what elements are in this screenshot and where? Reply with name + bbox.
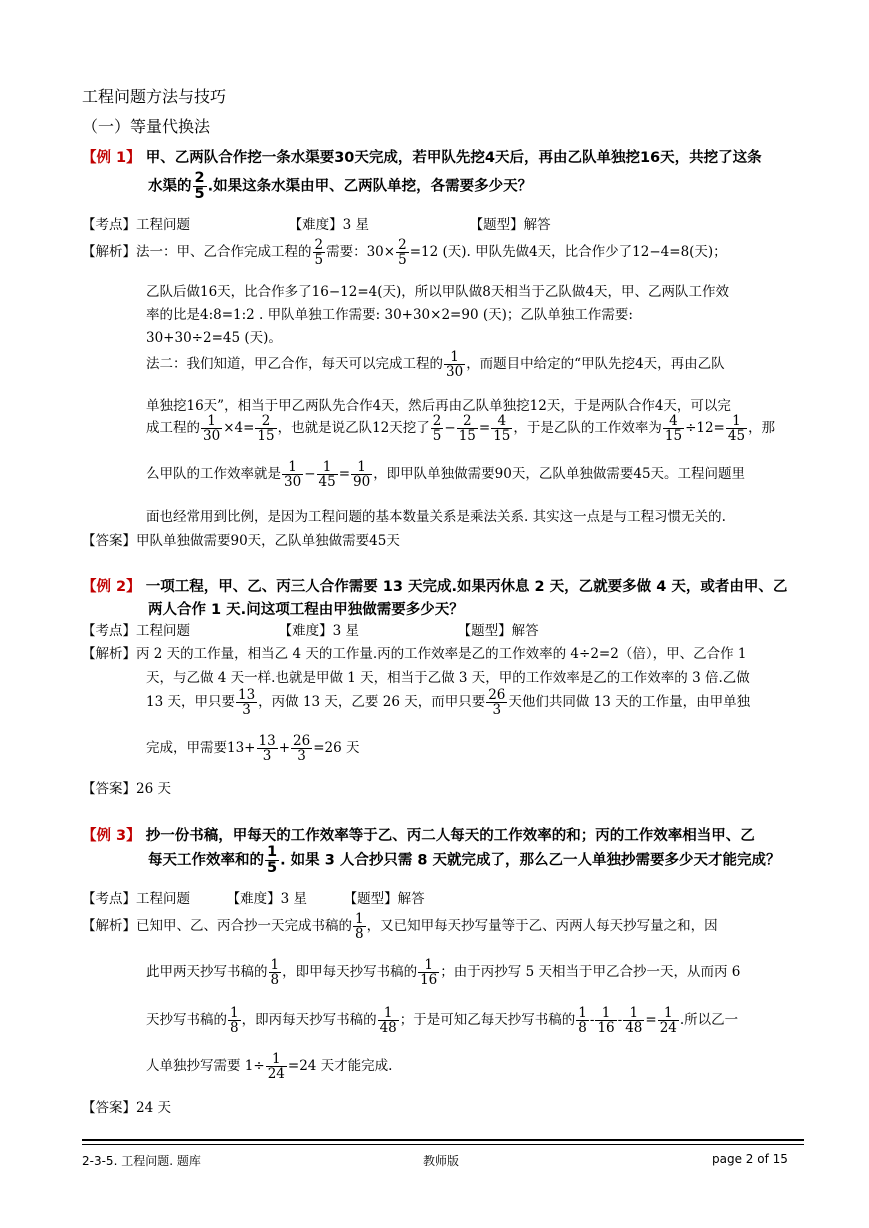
example-3-meta: 【考点】工程问题 【难度】3 星 【题型】解答 (82, 891, 425, 907)
example-3-solution-line-4: 人单独抄写需要 1÷ $\frac{1}{24}$ =24 天才能完成. (146, 1051, 393, 1083)
example-1-solution-line-2: 乙队后做16天，比合作多了16−12=4(天)，所以甲队做8天相当于乙队做4天，甲、乙两队工作效 (146, 284, 729, 300)
footer-left: 2-3-5. 工程问题. 题库 (82, 1154, 201, 1168)
example-2-question-line-1: 【例 2】 一项工程，甲、乙、丙三人合作需要 13 天完成.如果丙休息 2 天，乙就要多做 4 天，或者由甲、乙 (82, 579, 788, 595)
footer-center: 教师版 (423, 1154, 460, 1168)
example-3-solution-line-3: 天抄写书稿的 $\frac{1}{8}$ ，即丙每天抄写书稿的 $\frac{1}{48}$ ；于是可知乙每天抄写书稿的 $\frac{1}{8}$ - $\frac{1}{16}$ - $\frac{1}{48}$ = $\frac{1}{24}$ .所以乙一 (146, 1005, 739, 1037)
example-3-tag: 【例 3】 (82, 828, 141, 844)
footer-page-number: page 2 of 15 (712, 1152, 788, 1166)
example-3-answer: 【答案】24 天 (82, 1100, 171, 1116)
example-3-solution-line-2: 此甲两天抄写书稿的 $\frac{1}{8}$ ，即甲每天抄写书稿的 $\frac{1}{16}$ ；由于丙抄写 5 天相当于甲乙合抄一天，从而丙 6 (146, 957, 741, 989)
example-1-solution-line-7: 成工程的 $\frac{1}{30}$ ×4= $\frac{2}{15}$ ，也就是说乙队12天挖了 $\frac{2}{5}$ − $\frac{2}{15}$ = $\frac{4}{15}$ ，于是乙队的工作效率为 $\frac{4}{15}$ ÷12= $\frac{1}{45}$ ，那 (146, 413, 776, 445)
example-1-solution-line-6: 单独挖16天”，相当于甲乙两队先合作4天，然后再由乙队单独挖12天，于是两队合作4天，可以完 (146, 398, 731, 414)
example-2-solution-line-3: 13 天，甲只要 $\frac{13}{3}$ ，丙做 13 天，乙要 26 天，而甲只要 $\frac{26}{3}$ 天他们共同做 13 天的工作量，由甲单独 (146, 687, 751, 719)
example-1-solution-line-8: 么甲队的工作效率就是 $\frac{1}{30}$ − $\frac{1}{45}$ = $\frac{1}{90}$ ，即甲队单独做需要90天，乙队单独做需要45天。工程问题里 (146, 459, 746, 491)
example-3-question-line-1: 【例 3】 抄一份书稿，甲每天的工作效率等于乙、丙二人每天的工作效率的和；丙的工作效率相当甲、乙 (82, 828, 755, 844)
example-1-solution-line-9: 面也经常用到比例，是因为工程问题的基本数量关系是乘法关系. 其实这一点是与工程习惯无关的. (146, 509, 726, 525)
example-1-solution-line-4: 30+30÷2=45 (天)。 (146, 330, 282, 346)
example-2-tag: 【例 2】 (82, 579, 141, 595)
example-2-solution-line-1: 【解析】丙 2 天的工作量，相当乙 4 天的工作量.丙的工作效率是乙的工作效率的 4÷2=2（倍），甲、乙合作 1 (82, 646, 747, 662)
fraction: $\frac{2}{5}$ (194, 170, 205, 203)
example-1-solution-line-5: 法二：我们知道，甲乙合作，每天可以完成工程的 $\frac{1}{30}$ ，而题目中给定的“甲队先挖4天，再由乙队 (146, 349, 725, 381)
page-heading: 工程问题方法与技巧 (82, 87, 227, 106)
example-2-solution-line-4: 完成，甲需要13+ $\frac{13}{3}$ + $\frac{26}{3}$ =26 天 (146, 733, 360, 765)
kaodian-value: 工程问题 (136, 217, 190, 233)
example-1-answer: 【答案】甲队单独做需要90天，乙队单独做需要45天 (82, 533, 400, 549)
example-1-solution-line-3: 率的比是4:8=1:2 . 甲队单独工作需要: 30+30×2=90 (天)；乙队单独工作需要: (146, 307, 633, 323)
example-1-question-line-1: 【例 1】 甲、乙两队合作挖一条水渠要30天完成，若甲队先挖4天后，再由乙队单独挖16天，共挖了这条 (82, 150, 762, 166)
example-2-answer: 【答案】26 天 (82, 781, 171, 797)
footer-rule-thick (82, 1139, 804, 1141)
example-1-meta: 【考点】工程问题 【难度】3 星 【题型】解答 (82, 217, 551, 233)
section-subheading: （一）等量代换法 (82, 117, 211, 136)
example-1-solution-line-1: 【解析】法一：甲、乙合作完成工程的 $\frac{2}{5}$ 需要：30× $\frac{2}{5}$ =12 (天). 甲队先做4天，比合作少了12−4=8(天)； (82, 237, 727, 269)
example-2-question-line-2: 两人合作 1 天.问这项工程由甲独做需要多少天？ (148, 602, 464, 618)
example-1-question-line-2: 水渠的 $\frac{2}{5}$ .如果这条水渠由甲、乙两队单挖，各需要多少天？ (148, 170, 533, 203)
footer-rule-thin (82, 1144, 804, 1145)
example-3-solution-line-1: 【解析】已知甲、乙、丙合抄一天完成书稿的 $\frac{1}{8}$ ，又已知甲每天抄写量等于乙、丙两人每天抄写量之和，因 (82, 911, 718, 943)
nandu-value: 3 星 (342, 217, 369, 233)
example-2-solution-line-2: 天，与乙做 4 天一样.也就是甲做 1 天，相当于乙做 3 天，甲的工作效率是乙的工作效率的 3 倍.乙做 (146, 670, 750, 686)
tixing-value: 解答 (523, 217, 551, 233)
example-3-question-line-2: 每天工作效率和的 $\frac{1}{5}$ . 如果 3 人合抄只需 8 天就完成了，那么乙一人单独抄需要多少天才能完成？ (148, 844, 781, 877)
example-2-meta: 【考点】工程问题 【难度】3 星 【题型】解答 (82, 623, 539, 639)
example-1-tag: 【例 1】 (82, 150, 141, 166)
